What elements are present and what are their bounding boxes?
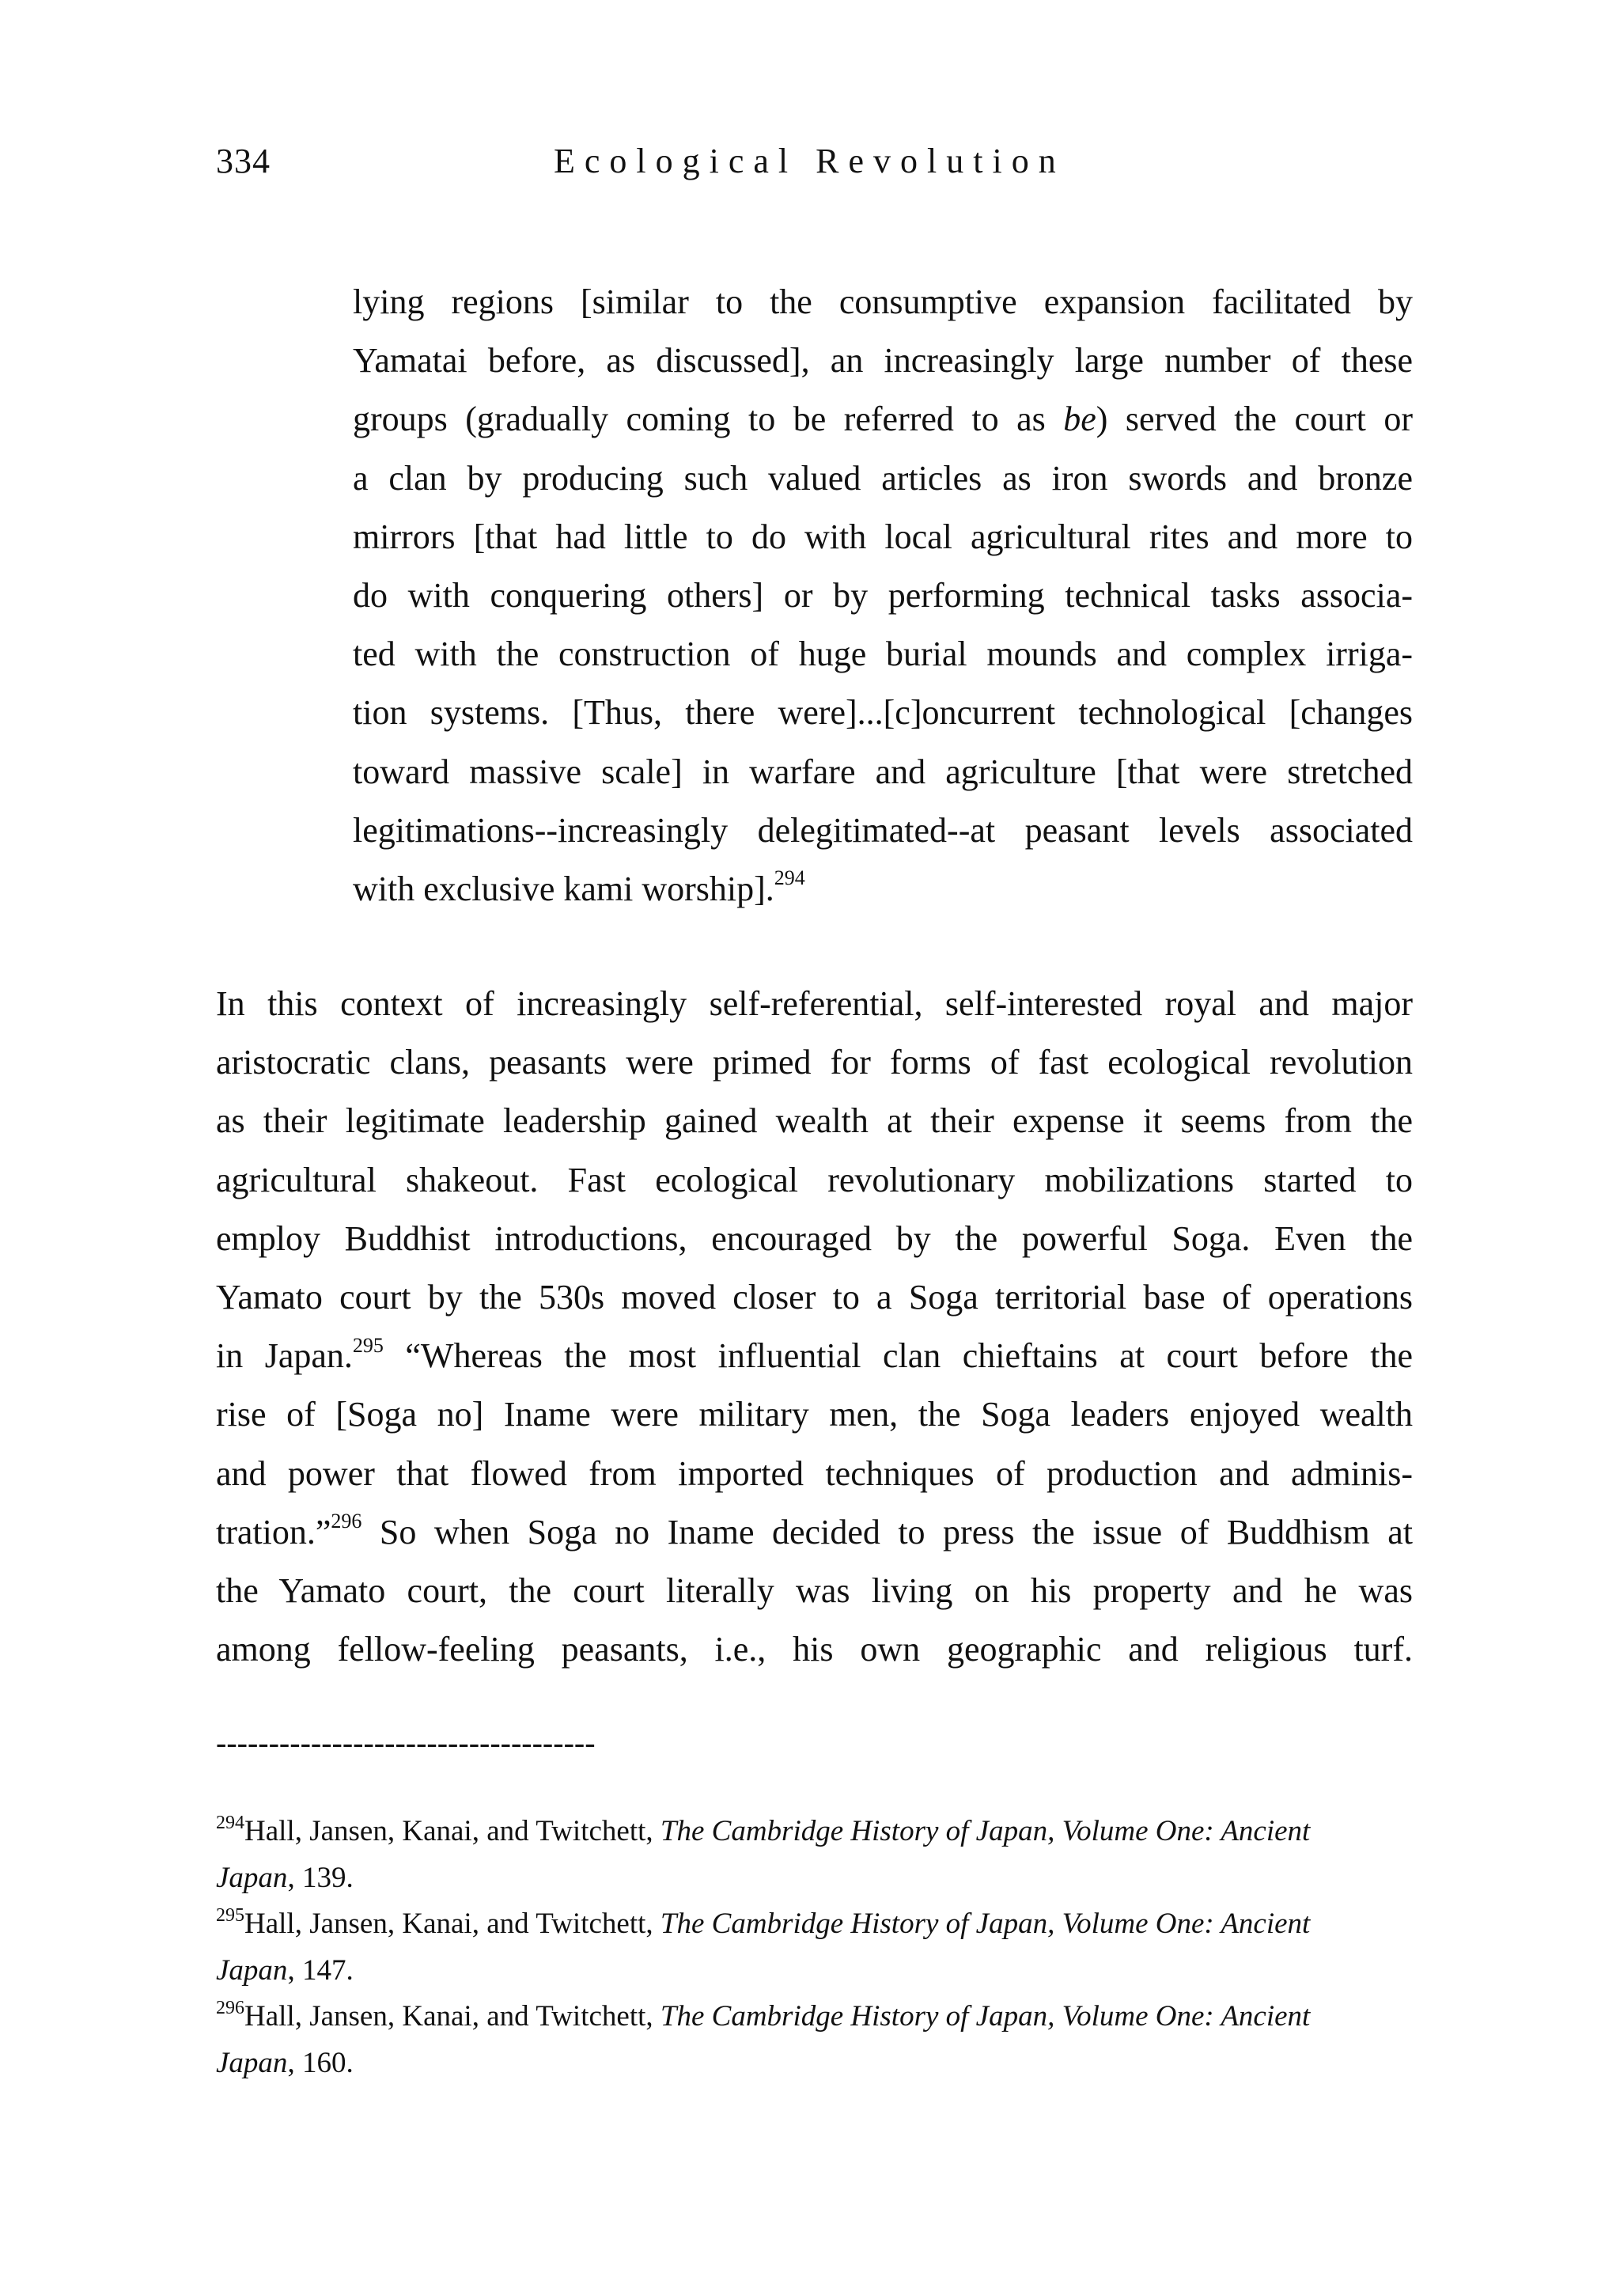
footnote-296 bbox=[216, 1994, 1355, 2086]
footnote-295 bbox=[216, 1901, 1355, 1994]
quote-line: toward massive scale] in warfare and agriculture [that were stretched bbox=[353, 752, 1413, 791]
footnote-title: Japan bbox=[216, 2046, 288, 2079]
footnote-authors: Hall, Jansen, Kanai, and Twitchett, bbox=[244, 1908, 660, 1940]
quote-line bbox=[353, 390, 1413, 449]
body-line-text: in Japan. bbox=[216, 1336, 353, 1376]
body-line-text: So when Soga no Iname decided to press the issue of Buddhism at bbox=[361, 1512, 1413, 1552]
quote-line: Yamatai before, as discussed], an increasingly large number of these bbox=[353, 341, 1413, 381]
footnote-title: Japan bbox=[216, 1861, 288, 1894]
body-line: employ Buddhist introductions, encouraged by the powerful Soga. Even the bbox=[216, 1218, 1413, 1258]
quote-line: mirrors [that had little to do with local agricultural rites and more to bbox=[353, 517, 1413, 556]
running-title: Ecological Revolution bbox=[554, 142, 1065, 180]
quote-line: ted with the construction of huge burial mounds and complex irriga- bbox=[353, 635, 1413, 674]
body-line: aristocratic clans, peasants were primed for forms of fast ecological revolution bbox=[216, 1043, 1413, 1082]
footnote-page: , 147. bbox=[287, 1953, 354, 1987]
footnote-title: The Cambridge History of Japan, Volume One: Ancient bbox=[660, 1815, 1311, 1847]
quote-line: do with conquering others] or by performing technical tasks associa- bbox=[353, 576, 1413, 616]
body-line bbox=[216, 1503, 1413, 1562]
body-line: the Yamato court, the court literally was living on his property and he was bbox=[216, 1571, 1413, 1611]
quote-line: a clan by producing such valued articles as iron swords and bronze bbox=[353, 458, 1413, 498]
footnote-authors: Hall, Jansen, Kanai, and Twitchett, bbox=[244, 2000, 660, 2033]
footnote-title: Japan bbox=[216, 1953, 288, 1987]
footnote-number: 295 bbox=[216, 1904, 244, 1926]
quote-line bbox=[353, 860, 1413, 919]
body-line: Yamato court by the 530s moved closer to a Soga territorial base of operations bbox=[216, 1278, 1413, 1317]
footnote-page: , 160. bbox=[287, 2046, 354, 2079]
footnote-title: The Cambridge History of Japan, Volume One: Ancient bbox=[660, 2000, 1311, 2033]
quote-line: lying regions [similar to the consumptive expansion facilitated by bbox=[353, 282, 1413, 321]
footnote-separator: ------------------------------------ bbox=[216, 1725, 596, 1760]
footnotes bbox=[216, 1809, 1355, 2086]
body-line: rise of [Soga no] Iname were military men, the Soga leaders enjoyed wealth bbox=[216, 1395, 1413, 1434]
body-line: and power that flowed from imported techniques of production and adminis- bbox=[216, 1453, 1413, 1493]
quote-line-text: ) served the court or bbox=[1096, 400, 1413, 439]
footnote-294 bbox=[216, 1809, 1355, 1901]
quote-line-text: with exclusive kami worship]. bbox=[353, 870, 774, 909]
footnote-title: The Cambridge History of Japan, Volume One: Ancient bbox=[660, 1908, 1311, 1940]
footnote-page: , 139. bbox=[287, 1861, 354, 1894]
quote-line: tion systems. [Thus, there were]...[c]oncurrent technological [changes bbox=[353, 693, 1413, 733]
footnote-ref-294[interactable]: 294 bbox=[774, 866, 805, 890]
footnote-ref-295[interactable]: 295 bbox=[352, 1333, 384, 1357]
footnote-authors: Hall, Jansen, Kanai, and Twitchett, bbox=[244, 1815, 660, 1847]
quote-line: legitimations--increasingly delegitimated--at peasant levels associated bbox=[353, 810, 1413, 850]
quote-line-text: groups (gradually coming to be referred to as bbox=[353, 400, 1064, 439]
body-line: as their legitimate leadership gained wealth at their expense it seems from the bbox=[216, 1101, 1413, 1141]
footnote-ref-296[interactable]: 296 bbox=[331, 1510, 362, 1533]
body-line-text: tration.” bbox=[216, 1512, 331, 1552]
body-line: In this context of increasingly self-referential, self-interested royal and major bbox=[216, 984, 1413, 1023]
body-line: among fellow-feeling peasants, i.e., his own geographic and religious turf. bbox=[216, 1630, 1413, 1669]
body-line: agricultural shakeout. Fast ecological revolutionary mobilizations started to bbox=[216, 1160, 1413, 1199]
body-line-text: “Whereas the most influential clan chieftains at court before the bbox=[383, 1336, 1414, 1376]
body-line bbox=[216, 1327, 1413, 1385]
page-number: 334 bbox=[216, 142, 271, 180]
body-paragraph bbox=[216, 975, 1413, 1679]
block-quote bbox=[353, 273, 1413, 919]
italic-term: be bbox=[1063, 400, 1096, 439]
footnote-number: 296 bbox=[216, 1997, 244, 2018]
footnote-number: 294 bbox=[216, 1812, 244, 1833]
